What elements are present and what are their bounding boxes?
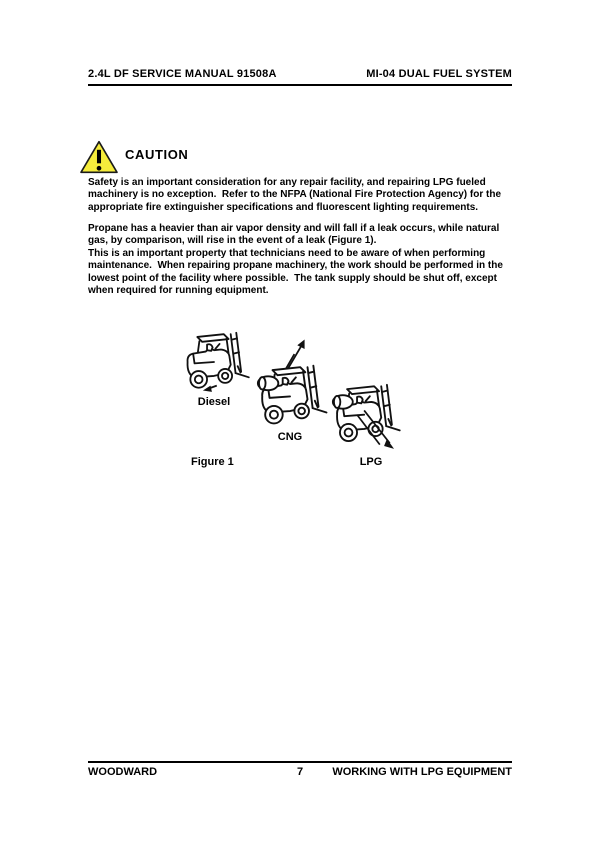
paragraph-propane [88, 223, 503, 297]
paragraph-safety [88, 177, 501, 214]
footer-section-title: WORKING WITH LPG EQUIPMENT [332, 766, 512, 778]
text-line: maintenance. When repairing propane machinery, the work should be performed in the [88, 260, 503, 272]
figure-label-lpg: LPG [359, 456, 383, 468]
text-line: This is an important property that technicians need to be aware of when performing [88, 247, 486, 259]
exhaust-falls-arrow [203, 386, 217, 392]
forklift-lpg-illustration [327, 382, 407, 456]
text-line: gas, by comparison, will rise in the event of a leak (Figure 1). [88, 235, 377, 247]
warning-triangle-icon [79, 139, 119, 175]
footer-rule [88, 761, 512, 763]
text-line: lowest point of the facility where possible. The tank supply should be shut off, except [88, 272, 497, 284]
figure-caption: Figure 1 [191, 456, 234, 468]
text-line: machinery is no exception. Refer to the NFPA (National Fire Protection Agency) for the [88, 189, 502, 201]
forklift-cng-illustration [252, 338, 328, 430]
figure-label-diesel: Diesel [197, 396, 231, 408]
text-line: Propane has a heavier than air vapor density and will fall if a leak occurs, while natural [88, 223, 500, 234]
header-rule [88, 84, 512, 86]
caution-label: CAUTION [125, 147, 189, 162]
text-line: Safety is an important consideration for any repair facility, and repairing LPG fueled [88, 177, 486, 188]
footer-company: WOODWARD [88, 766, 158, 778]
header-left-title: 2.4L DF SERVICE MANUAL 91508A [88, 68, 277, 80]
footer-page-number: 7 [296, 766, 304, 778]
header-right-title: MI-04 DUAL FUEL SYSTEM [366, 68, 512, 80]
text-line: when required for running equipment. [88, 284, 269, 296]
forklift-diesel-illustration [177, 330, 251, 394]
figure-label-cng: CNG [277, 431, 303, 443]
text-line: appropriate fire extinguisher specifications and fluorescent lighting requirements. [88, 201, 479, 213]
